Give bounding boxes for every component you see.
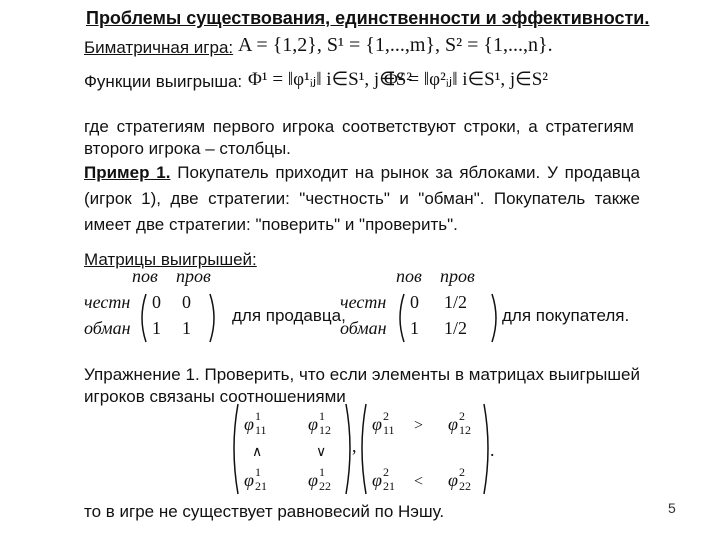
svg-text:1: 1 bbox=[319, 465, 325, 479]
svg-text:11: 11 bbox=[255, 423, 267, 437]
buyer-cell-21: 1 bbox=[410, 318, 419, 338]
svg-text:φ: φ bbox=[448, 470, 458, 490]
seller-row-header-1: честн bbox=[84, 292, 131, 312]
svg-text:φ: φ bbox=[308, 470, 318, 490]
example-label: Пример 1. bbox=[84, 163, 171, 182]
svg-text:φ: φ bbox=[308, 414, 318, 434]
svg-text:.: . bbox=[490, 440, 495, 460]
bimatrix-label: Биматричная игра: bbox=[84, 38, 234, 57]
seller-cell-11: 0 bbox=[152, 292, 161, 312]
svg-text:11: 11 bbox=[383, 423, 395, 437]
seller-col-header-1: пов bbox=[132, 266, 158, 286]
svg-text:∨: ∨ bbox=[316, 445, 327, 460]
svg-text:∧: ∧ bbox=[252, 445, 263, 460]
svg-text:12: 12 bbox=[319, 423, 331, 437]
svg-text:2: 2 bbox=[383, 409, 389, 423]
buyer-col-header-1: пов bbox=[396, 266, 422, 286]
svg-text:1: 1 bbox=[255, 409, 261, 423]
matrices-heading: Матрицы выигрышей: bbox=[84, 250, 257, 269]
seller-cell-21: 1 bbox=[152, 318, 161, 338]
page-number: 5 bbox=[668, 500, 676, 516]
buyer-caption: для покупателя. bbox=[502, 306, 630, 325]
example-paragraph bbox=[84, 160, 640, 238]
svg-text:22: 22 bbox=[319, 479, 331, 493]
svg-text:22: 22 bbox=[459, 479, 471, 493]
seller-cell-12: 0 bbox=[182, 292, 191, 312]
page-title: Проблемы существования, единственности и эффективности. bbox=[86, 8, 650, 28]
svg-text:12: 12 bbox=[459, 423, 471, 437]
svg-text:<: < bbox=[414, 473, 424, 490]
buyer-row-header-1: честн bbox=[340, 292, 387, 312]
payoff-formula-1: Φ¹ = ‖φ¹ᵢⱼ‖ i∈S¹, j∈S² bbox=[248, 69, 412, 90]
exercise-text: Упражнение 1. Проверить, что если элементы в матрицах выигрышей игроков связаны соотношениями bbox=[84, 365, 640, 406]
buyer-cell-12: 1/2 bbox=[444, 292, 468, 312]
seller-cell-22: 1 bbox=[182, 318, 191, 338]
svg-text:21: 21 bbox=[255, 479, 267, 493]
svg-text:21: 21 bbox=[383, 479, 395, 493]
payoff-label: Функции выигрыша: bbox=[84, 72, 243, 91]
svg-text:2: 2 bbox=[459, 409, 465, 423]
seller-col-header-2: пров bbox=[176, 266, 211, 286]
example-text: Покупатель приходит на рынок за яблоками. У продавца (игрок 1), две стратегии: "честность" и "обман". Покупатель также имеет две стратегии: "поверить" и "проверить". bbox=[84, 163, 640, 234]
payoff-formula-2: Φ² = ‖φ²ᵢⱼ‖ i∈S¹, j∈S² bbox=[384, 69, 548, 90]
buyer-row-header-2: обман bbox=[340, 318, 387, 338]
seller-matrix bbox=[84, 264, 234, 344]
seller-bracket-svg bbox=[138, 292, 218, 344]
svg-text:φ: φ bbox=[372, 470, 382, 490]
buyer-cell-22: 1/2 bbox=[444, 318, 468, 338]
bimatrix-formula: A = {1,2}, S¹ = {1,...,m}, S² = {1,...,n}. bbox=[238, 34, 553, 56]
seller-row-header-2: обман bbox=[84, 318, 131, 338]
buyer-col-header-2: пров bbox=[440, 266, 475, 286]
svg-text:φ: φ bbox=[244, 470, 254, 490]
exercise-conclusion: то в игре не существует равновесий по Нэшу. bbox=[84, 502, 445, 521]
svg-text:2: 2 bbox=[459, 465, 465, 479]
svg-text:φ: φ bbox=[372, 414, 382, 434]
seller-caption: для продавца, bbox=[232, 306, 346, 325]
svg-text:,: , bbox=[352, 436, 357, 456]
svg-text:φ: φ bbox=[448, 414, 458, 434]
buyer-matrix bbox=[340, 264, 500, 344]
svg-text:1: 1 bbox=[319, 409, 325, 423]
svg-text:2: 2 bbox=[383, 465, 389, 479]
strategies-note: где стратегиям первого игрока соответствуют строки, а стратегиям второго игрока – столбцы. bbox=[84, 117, 634, 158]
svg-text:>: > bbox=[414, 417, 424, 434]
svg-text:φ: φ bbox=[244, 414, 254, 434]
relations-formula bbox=[228, 400, 498, 500]
svg-text:1: 1 bbox=[255, 465, 261, 479]
buyer-cell-11: 0 bbox=[410, 292, 419, 312]
